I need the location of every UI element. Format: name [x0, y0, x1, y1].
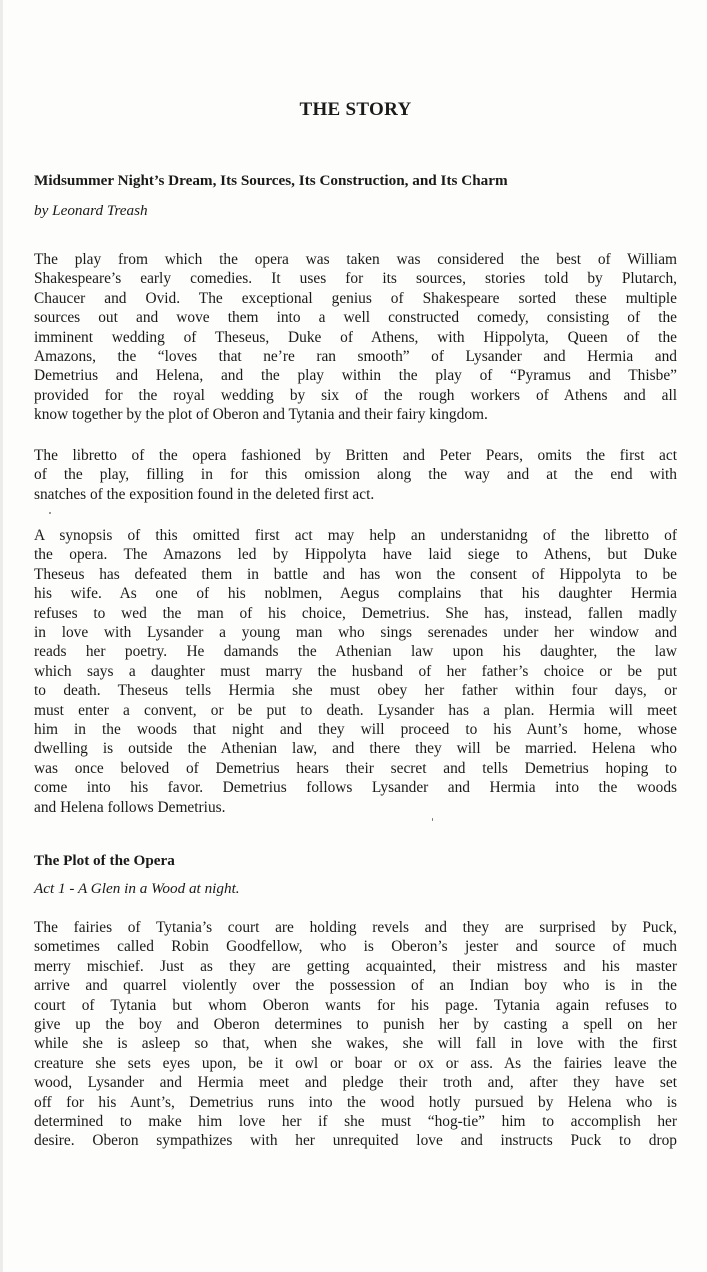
text-line: to death. Theseus tells Hermia she must obey her father within four days, or [34, 682, 677, 700]
text-line: provided for the royal wedding by six of the rough workers of Athens and all [34, 386, 677, 404]
scene-heading: Act 1 - A Glen in a Wood at night. [34, 880, 240, 897]
text-line: which says a daughter must marry the husband of her father’s choice or be put [34, 662, 677, 680]
text-line: snatches of the exposition found in the deleted first act. [34, 485, 375, 503]
text-line: of the play, filling in for this omission along the way and at the end with [34, 466, 677, 484]
text-line: merry mischief. Just as they are getting acquainted, their mistress and his master [34, 957, 677, 975]
text-line: must enter a convent, or be put to death. Lysander has a plan. Hermia will meet [34, 701, 677, 719]
author-byline: by Leonard Treash [34, 202, 148, 219]
text-line: Theseus has defeated them in battle and has won the consent of Hippolyta to be [34, 565, 677, 583]
paragraph-sources [34, 250, 677, 425]
text-line: was once beloved of Demetrius hears their secret and tells Demetrius hoping to [34, 759, 677, 777]
section-heading-sources: Midsummer Night’s Dream, Its Sources, Its Construction, and Its Charm [34, 172, 508, 189]
text-line: wood, Lysander and Hermia meet and pledge their troth and, after they have set [34, 1074, 677, 1092]
text-line: him in the woods that night and they will proceed to his Aunt’s home, whose [34, 721, 677, 739]
text-line: sources out and wove them into a well constructed comedy, consisting of the [34, 309, 677, 327]
text-line: come into his favor. Demetrius follows Lysander and Hermia into the woods [34, 779, 677, 797]
paragraph-act-one [34, 918, 677, 1151]
print-speck [49, 512, 51, 514]
paragraph-libretto [34, 446, 677, 504]
section-heading-plot: The Plot of the Opera [34, 852, 175, 869]
text-line: Shakespeare’s early comedies. It uses for its sources, stories told by Plutarch, [34, 270, 677, 288]
page-edge-shadow [0, 0, 3, 1272]
text-line: dwelling is outside the Athenian law, and there they will be married. Helena who [34, 740, 677, 758]
text-line: while she is asleep so that, when she wakes, she will fall in love with the first [34, 1035, 677, 1053]
text-line: and Helena follows Demetrius. [34, 798, 226, 816]
text-line: his wife. As one of his noblmen, Aegus complains that his daughter Hermia [34, 585, 677, 603]
paragraph-synopsis [34, 526, 677, 817]
text-line: desire. Oberon sympathizes with her unrequited love and instructs Puck to drop [34, 1132, 677, 1150]
text-line: imminent wedding of Theseus, Duke of Athens, with Hippolyta, Queen of the [34, 328, 677, 346]
text-line: give up the boy and Oberon determines to punish her by casting a spell on her [34, 1016, 677, 1034]
text-line: Chaucer and Ovid. The exceptional genius of Shakespeare sorted these multiple [34, 289, 677, 307]
text-line: A synopsis of this omitted first act may help an understanidng of the libretto of [34, 527, 677, 544]
text-line: arrive and quarrel violently over the possession of an Indian boy who is in the [34, 977, 677, 995]
text-line: court of Tytania but whom Oberon wants for his page. Tytania again refuses to [34, 996, 677, 1014]
text-line: in love with Lysander a young man who sings serenades under her window and [34, 624, 677, 642]
text-line: the opera. The Amazons led by Hippolyta have laid siege to Athens, but Duke [34, 546, 677, 564]
text-line: The play from which the opera was taken was considered the best of William [34, 251, 677, 268]
text-line: The libretto of the opera fashioned by Britten and Peter Pears, omits the first act [34, 447, 677, 464]
text-line: determined to make him love her if she must “hog-tie” him to accomplish her [34, 1113, 677, 1131]
text-line: creature she sets eyes upon, be it owl or boar or ox or ass. As the fairies leave the [34, 1054, 677, 1072]
text-line: Demetrius and Helena, and the play within the play of “Pyramus and Thisbe” [34, 367, 677, 385]
text-line: reads her poetry. He damands the Athenian law upon his daughter, the law [34, 643, 677, 661]
text-line: refuses to wed the man of his choice, Demetrius. She has, instead, fallen madly [34, 604, 677, 622]
page-title: THE STORY [299, 99, 412, 120]
print-speck [432, 818, 433, 821]
text-line: off for his Aunt’s, Demetrius runs into the wood hotly pursued by Helena who is [34, 1093, 677, 1111]
text-line: Amazons, the “loves that ne’re ran smooth” of Lysander and Hermia and [34, 348, 677, 366]
text-line: The fairies of Tytania’s court are holding revels and they are surprised by Puck, [34, 919, 677, 936]
text-line: know together by the plot of Oberon and Tytania and their fairy kingdom. [34, 406, 488, 424]
text-line: sometimes called Robin Goodfellow, who is Oberon’s jester and source of much [34, 938, 677, 956]
